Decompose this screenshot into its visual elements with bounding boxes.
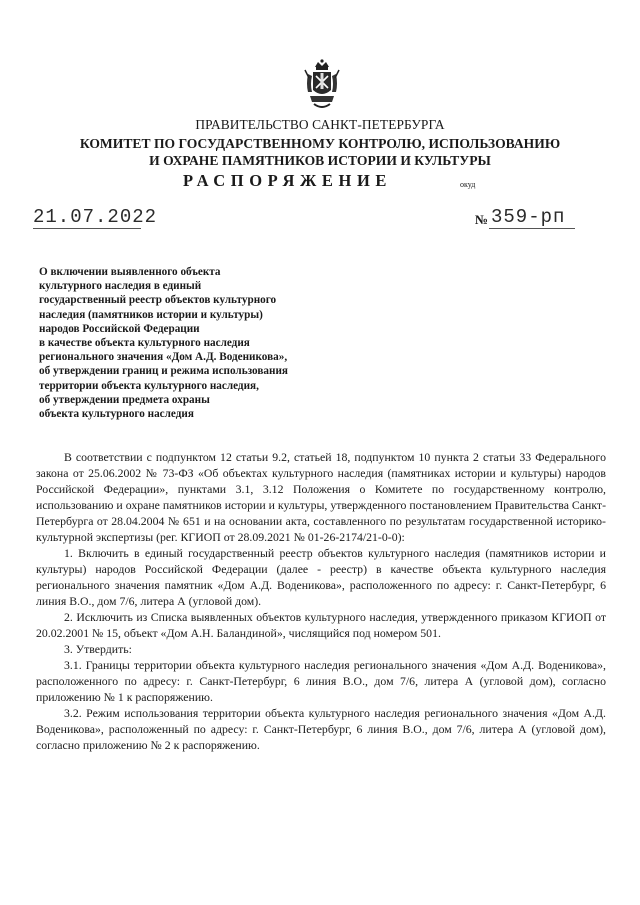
subject-line: государственный реестр объектов культурного [39, 294, 277, 307]
document-number: 359-рп [491, 206, 566, 228]
date-underline [33, 228, 141, 229]
government-title: ПРАВИТЕЛЬСТВО САНКТ-ПЕТЕРБУРГА [195, 117, 445, 132]
committee-title-line2: И ОХРАНЕ ПАМЯТНИКОВ ИСТОРИИ И КУЛЬТУРЫ [149, 153, 491, 168]
coat-of-arms-emblem [302, 58, 342, 114]
preamble-paragraph: В соответствии с подпунктом 12 статьи 9.2, статьей 18, подпунктом 10 пункта 2 статьи 33 Федерального закона от 25.06.2002 № 73-ФЗ «Об объектах культурного наследия (памятниках истории и культуры) народов Российской Федерации», пунктами 3.1, 3.12 Положения о Комитете по государственному контролю, использованию и охране памятников истории и культуры, утвержденного постановлением Правительства Санкт-Петербурга от 28.04.2004 № 651 и на основании акта, составленного по результатам государственной историко-культурной экспертизы (рег. КГИОП от 28.09.2021 № 01-26-2174/21-0-0): [36, 450, 606, 544]
clause-3: 3. Утвердить: [64, 642, 132, 656]
subject-line: в качестве объекта культурного наследия [39, 337, 250, 350]
subject-line: культурного наследия в единый [39, 280, 202, 293]
document-subject [39, 265, 369, 421]
clause-2: 2. Исключить из Списка выявленных объектов культурного наследия, утвержденного приказом КГИОП от 20.02.2001 № 15, объект «Дом А.Н. Баландиной», числящийся под номером 501. [36, 610, 606, 640]
subject-line: регионального значения «Дом А.Д. Воденикова», [39, 351, 288, 364]
clause-1: 1. Включить в единый государственный реестр объектов культурного наследия (памятников истории и культуры) народов Российской Федерации (далее - реестр) в качестве объекта культурного наследия регионального значения памятник «Дом А.Д. Воденикова», расположенного по адресу: г. Санкт-Петербург, 6 линия В.О., дом 7/6, литера А (угловой дом). [36, 546, 606, 608]
committee-title-line1: КОМИТЕТ ПО ГОСУДАРСТВЕННОМУ КОНТРОЛЮ, ИСПОЛЬЗОВАНИЮ [79, 136, 561, 151]
okud-label: окуд [460, 180, 476, 189]
subject-line: объекта культурного наследия [39, 408, 194, 421]
subject-line: народов Российской Федерации [39, 322, 200, 335]
subject-line: наследия (памятников истории и культуры) [39, 308, 263, 321]
subject-line: об утверждении предмета охраны [39, 393, 210, 406]
clause-3-1: 3.1. Границы территории объекта культурного наследия регионального значения «Дом А.Д. Воденикова», расположенного по адресу: г. Санкт-Петербург, 6 линия В.О., дом 7/6, литера А (угловой дом), согласно приложению № 1 к распоряжению. [36, 658, 606, 704]
subject-line: О включении выявленного объекта [39, 266, 221, 278]
clause-3-2: 3.2. Режим использования территории объекта культурного наследия регионального значения «Дом А.Д. Воденикова», расположенный по адресу: г. Санкт-Петербург, 6 линия В.О., дом 7/6, литера А (угловой дом), согласно приложению № 2 к распоряжению. [36, 706, 606, 752]
subject-line: об утверждении границ и режима использования [39, 365, 288, 378]
number-label: № [475, 212, 489, 227]
subject-line: территории объекта культурного наследия, [39, 379, 259, 392]
number-underline [489, 228, 575, 229]
document-body [36, 449, 606, 753]
document-type: РАСПОРЯЖЕНИЕ [183, 171, 393, 190]
document-date: 21.07.2022 [33, 206, 158, 228]
